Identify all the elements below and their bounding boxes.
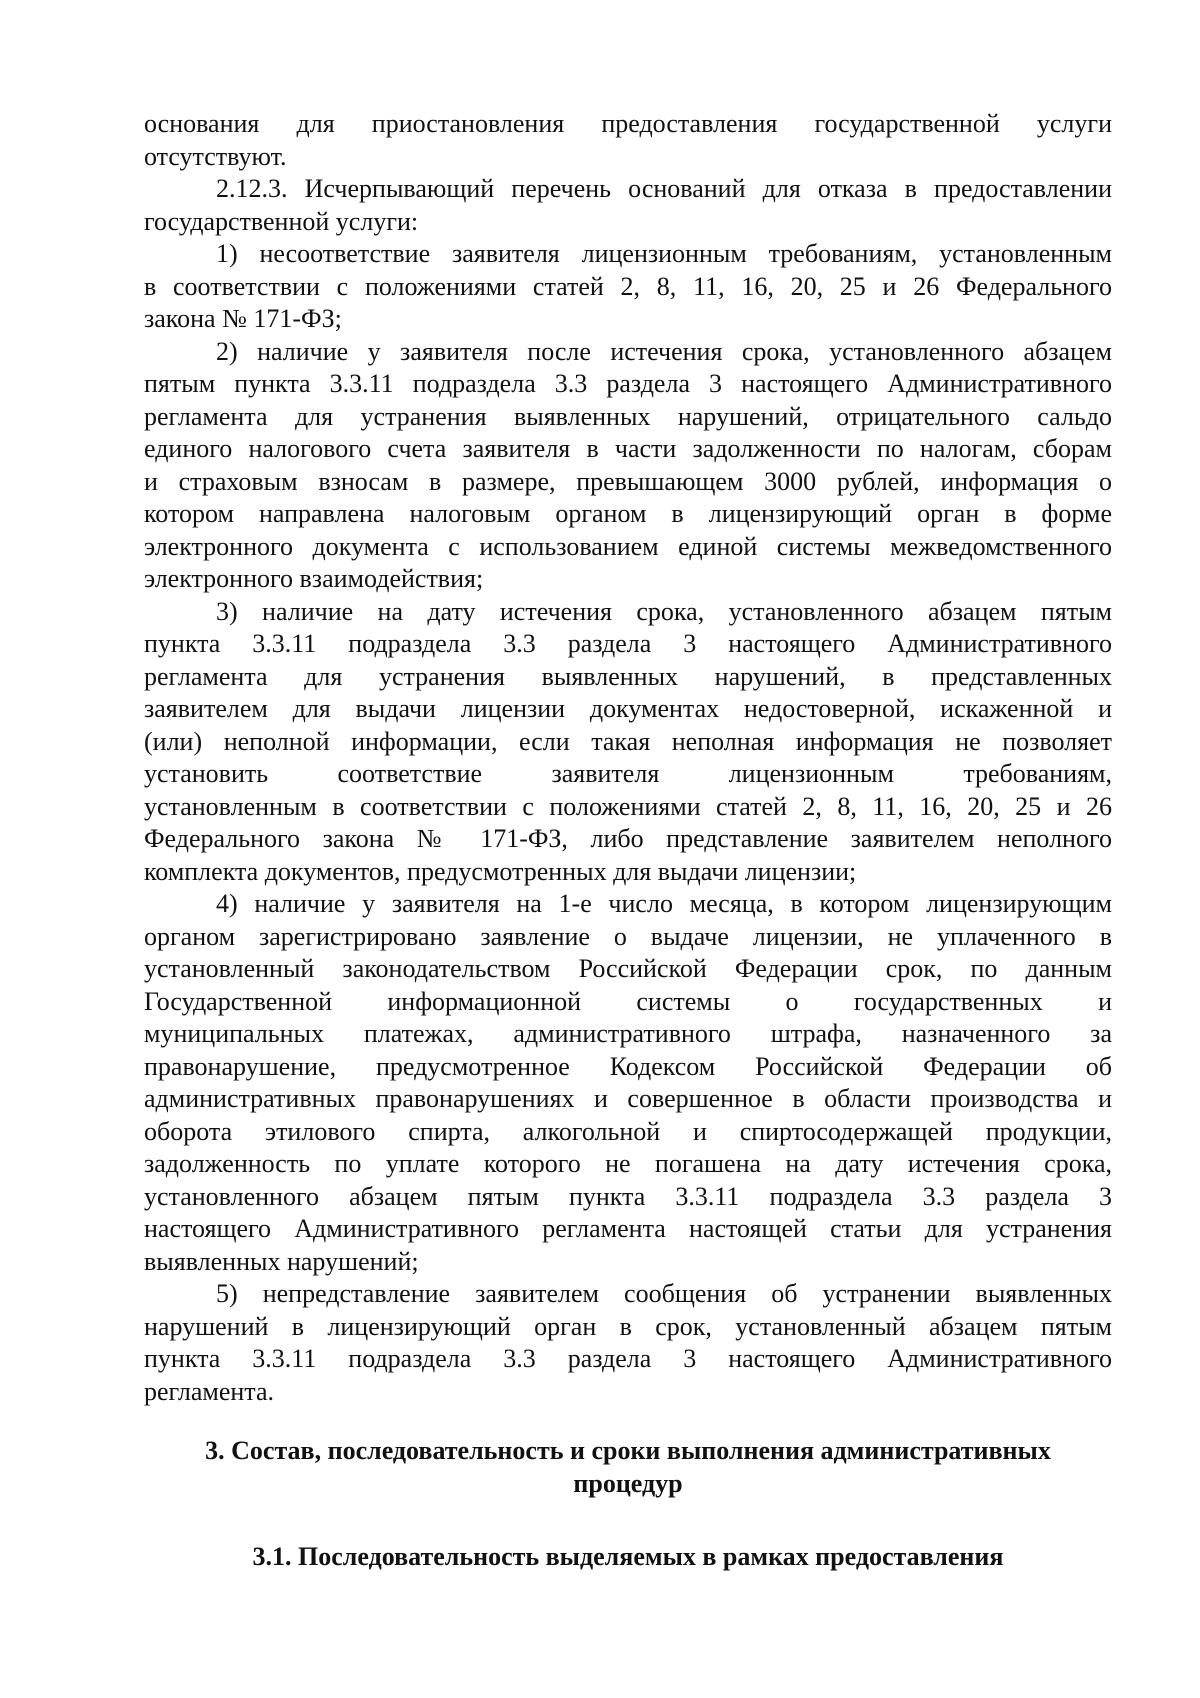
body-line: органом зарегистрировано заявление о выдаче лицензии, не уплаченного в [144,921,1112,951]
body-line: правонарушение, предусмотренное Кодексом Российской Федерации об [144,1051,1112,1081]
body-line: электронного документа с использованием единой системы межведомственного [144,531,1112,561]
body-line: установить соответствие заявителя лицензионным требованиям, [144,759,1112,788]
subsection-heading-line-1: 3.1. Последовательность выделяемых в рамках предоставления [252,1542,1004,1571]
body-line: 4) наличие у заявителя на 1-е число месяца, в котором лицензирующим [216,889,1112,918]
body-line: единого налогового счета заявителя в части задолженности по налогам, сборам [144,434,1112,463]
body-line: государственной услуги: [144,206,419,236]
body-line: и страховым взносам в размере, превышающем 3000 рублей, информация о [144,466,1112,496]
body-line: пятым пункта 3.3.11 подраздела 3.3 раздела 3 настоящего Административного [144,369,1112,398]
body-line: комплекта документов, предусмотренных для выдачи лицензии; [144,856,857,886]
body-line: заявителем для выдачи лицензии документах недостоверной, искаженной и [144,694,1112,723]
body-line: закона № 171-ФЗ; [144,304,342,333]
body-line: в соответствии с положениями статей 2, 8, 11, 16, 20, 25 и 26 Федерального [144,271,1112,301]
body-line: 1) несоответствие заявителя лицензионным требованиям, установленным [216,239,1112,268]
body-line: административных правонарушениях и совершенное в области производства и [144,1084,1112,1113]
body-line: муниципальных платежах, административного штрафа, назначенного за [144,1019,1112,1048]
body-text [144,108,1112,1408]
body-line: установленный законодательством Российской Федерации срок, по данным [144,954,1112,983]
body-line: оборота этилового спирта, алкогольной и спиртосодержащей продукции, [144,1116,1112,1146]
headings-block [144,1434,1112,1573]
body-line: установленного абзацем пятым пункта 3.3.11 подраздела 3.3 раздела 3 [144,1181,1112,1211]
body-line: пункта 3.3.11 подраздела 3.3 раздела 3 настоящего Административного [144,629,1112,658]
body-line: Государственной информационной системы о государственных и [144,986,1112,1016]
body-line: 3) наличие на дату истечения срока, установленного абзацем пятым [216,596,1112,626]
body-line: регламента для устранения выявленных нарушений, отрицательного сальдо [144,401,1112,431]
body-line: задолженность по уплате которого не погашена на дату истечения срока, [144,1149,1112,1178]
body-line: настоящего Административного регламента настоящей статьи для устранения [144,1214,1112,1243]
body-line: (или) неполной информации, если такая неполная информация не позволяет [144,726,1112,756]
body-line: пункта 3.3.11 подраздела 3.3 раздела 3 настоящего Административного [144,1344,1112,1373]
body-line: регламента. [144,1376,275,1406]
body-line: нарушений в лицензирующий орган в срок, установленный абзацем пятым [144,1311,1112,1341]
body-line: выявленных нарушений; [144,1246,419,1276]
body-line: регламента для устранения выявленных нарушений, в представленных [144,661,1112,691]
body-line: 5) непредставление заявителем сообщения об устранении выявленных [216,1279,1112,1308]
body-line: отсутствуют. [144,141,287,171]
body-line: 2) наличие у заявителя после истечения срока, установленного абзацем [216,336,1112,366]
body-line: электронного взаимодействия; [144,564,484,593]
section-heading-line-1: 3. Состав, последовательность и сроки выполнения административных [205,1436,1051,1465]
section-heading-line-2: процедур [573,1469,683,1498]
body-line: котором направлена налоговым органом в лицензирующий орган в форме [144,499,1112,528]
body-line: установленным в соответствии с положениями статей 2, 8, 11, 16, 20, 25 и 26 [144,791,1112,821]
body-line: 2.12.3. Исчерпывающий перечень оснований для отказа в предоставлении [216,174,1112,203]
heading-spacer [144,1500,1112,1540]
body-line: основания для приостановления предоставления государственной услуги [144,109,1112,138]
body-line: Федерального закона № 171-ФЗ, либо представление заявителем неполного [144,824,1112,853]
